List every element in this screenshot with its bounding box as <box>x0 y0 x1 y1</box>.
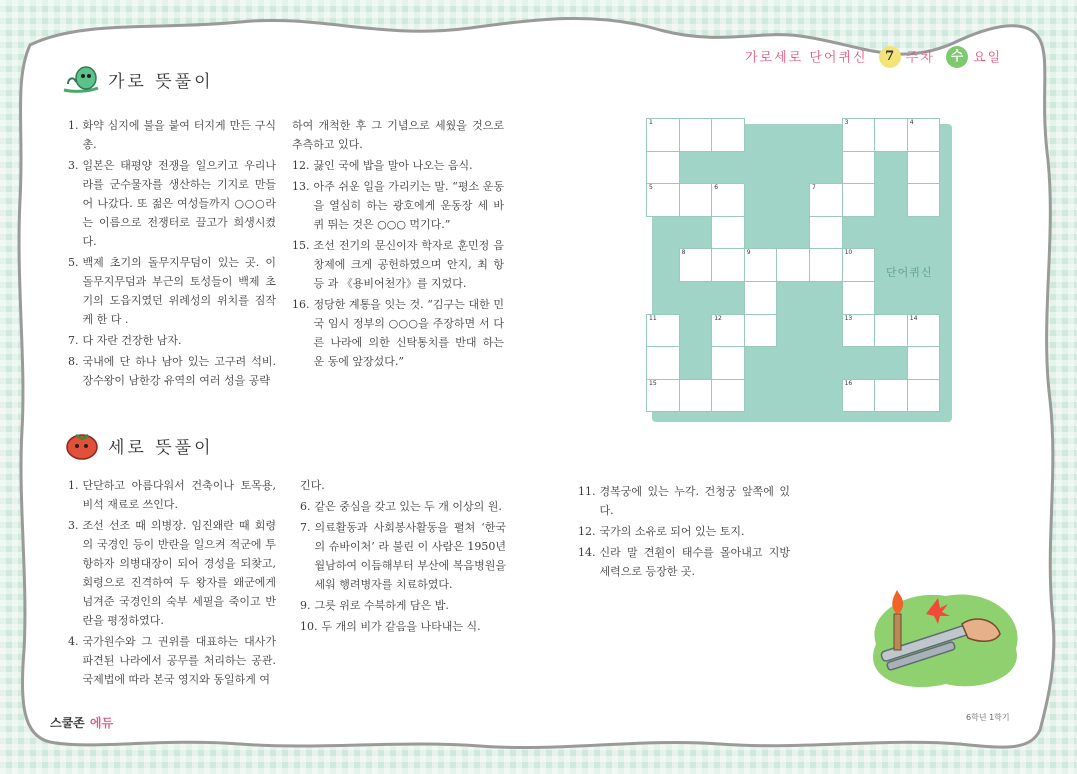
down-title: 세로 뜻풀이 <box>108 437 214 458</box>
footer-logo <box>50 712 113 731</box>
crossword-cell[interactable] <box>907 346 941 380</box>
crossword-cell[interactable] <box>842 118 876 152</box>
crossword-cell[interactable] <box>711 118 745 152</box>
logo-main: 스쿨존 <box>50 716 85 730</box>
clue-item <box>300 518 506 594</box>
clue-text: 경복궁에 있는 누각. 건청궁 앞쪽에 있다. <box>599 485 790 517</box>
down-clues-col3 <box>578 482 790 583</box>
cell-number: 16 <box>844 379 853 387</box>
clue-text: 신라 말 견훤이 태수를 몰아내고 지방 세력으로 등장한 곳. <box>599 546 790 578</box>
crossword-cell[interactable] <box>646 183 680 217</box>
page-label: 6학년 1학기 <box>966 713 1010 722</box>
clue-item <box>68 116 276 154</box>
crossword-cell[interactable] <box>842 183 876 217</box>
crossword-cell[interactable] <box>809 216 843 250</box>
clue-item <box>292 236 504 293</box>
clue-item <box>68 632 276 689</box>
header <box>745 46 1002 68</box>
crossword-cell[interactable] <box>744 248 778 282</box>
crossword-cell[interactable] <box>874 118 908 152</box>
cell-number: 13 <box>844 314 853 322</box>
clue-item <box>578 543 790 581</box>
crossword-cell[interactable] <box>907 151 941 185</box>
crossword-cell[interactable] <box>646 346 680 380</box>
clue-item <box>68 253 276 329</box>
crossword-cell[interactable] <box>679 183 713 217</box>
crossword-cell[interactable] <box>842 314 876 348</box>
crossword-cell[interactable] <box>711 248 745 282</box>
torch-and-gun-illustration <box>866 584 1026 694</box>
cell-number: 10 <box>844 249 853 257</box>
crossword-cell[interactable] <box>874 379 908 413</box>
cell-number: 3 <box>844 119 849 126</box>
clue-text: 화약 심지에 불을 붙여 터지게 만든 구식 총. <box>82 119 276 151</box>
crossword-cell[interactable] <box>907 379 941 413</box>
crossword-cell[interactable] <box>711 216 745 250</box>
clue-number: 1. <box>68 119 79 132</box>
down-clues-col1 <box>68 476 276 691</box>
cell-number: 6 <box>714 184 719 192</box>
crossword-cell[interactable] <box>646 379 680 413</box>
clue-number: 15. <box>292 239 310 252</box>
down-heading <box>62 428 214 462</box>
clue-number: 6. <box>300 500 311 513</box>
crossword-cell[interactable] <box>744 281 778 315</box>
cell-number: 7 <box>812 184 816 192</box>
clue-number: 14. <box>578 546 596 559</box>
crossword-cell[interactable] <box>842 379 876 413</box>
day-suffix: 요일 <box>973 50 1003 66</box>
crossword-cell[interactable] <box>711 314 745 348</box>
across-clues-col1 <box>68 116 276 392</box>
clue-item <box>300 596 506 615</box>
clue-item <box>68 352 276 390</box>
snail-character-icon <box>62 64 102 94</box>
crossword-cell[interactable] <box>907 183 941 217</box>
week-number-badge: 7 <box>879 46 901 68</box>
clue-number: 7. <box>300 521 311 534</box>
tomato-character-icon <box>62 428 102 462</box>
cell-number: 1 <box>649 119 653 126</box>
crossword-cell[interactable] <box>842 281 876 315</box>
crossword-cell[interactable] <box>679 118 713 152</box>
cell-number: 4 <box>909 119 914 126</box>
cell-number: 8 <box>681 249 686 257</box>
crossword-cell[interactable] <box>907 118 941 152</box>
clue-text: 국내에 단 하나 남아 있는 고구려 석비. 장수왕이 남한강 유역의 여러 성을 공략 <box>82 355 276 387</box>
clue-text: 국가의 소유로 되어 있는 토지. <box>599 525 745 538</box>
clue-text: 정당한 계통을 잇는 것. “김구는 대한 민 국 임시 정부의 ○○○을 주장하면 서 다 른 나라에 의한 신탁통치를 반대 하는 운 동에 앞장섰다.” <box>313 298 504 368</box>
clue-item <box>68 516 276 630</box>
crossword-cell[interactable] <box>646 314 680 348</box>
crossword-cell[interactable] <box>646 151 680 185</box>
clue-number: 5. <box>68 256 79 269</box>
clue-item <box>578 522 790 541</box>
clue-item <box>292 116 504 154</box>
crossword-cell[interactable] <box>711 379 745 413</box>
clue-item <box>578 482 790 520</box>
clue-item <box>292 177 504 234</box>
puzzle-label: 단어퀴신 <box>886 266 933 279</box>
clue-number: 16. <box>292 298 310 311</box>
clue-text: 국가원수와 그 권위를 대표하는 대사가 파견된 나라에서 공무를 처리하는 공관. 국제법에 따라 본국 영지와 동일하게 여 <box>82 635 276 686</box>
crossword-cell[interactable] <box>711 183 745 217</box>
clue-item <box>68 156 276 251</box>
clue-item <box>300 617 506 636</box>
clue-number: 9. <box>300 599 311 612</box>
clue-text: 단단하고 아름다워서 건축이나 토목용, 비석 재료로 쓰인다. <box>82 479 276 511</box>
clue-text: 그릇 위로 수북하게 담은 밥. <box>314 599 449 612</box>
clue-item <box>292 295 504 371</box>
clue-text: 조선 전기의 문신이자 학자로 훈민정 음 창제에 크게 공헌하였으며 안지, 최 항 등 과 《용비어천가》를 지었다. <box>313 239 504 290</box>
clue-text: 백제 초기의 돌무지무덤이 있는 곳. 이 돌무지무덤과 부근의 토성들이 백제 초기의 도읍지였던 위례성의 위치를 짐작케 한 다 . <box>82 256 276 326</box>
crossword-cell[interactable] <box>907 314 941 348</box>
clue-item <box>300 497 506 516</box>
crossword-cell[interactable] <box>809 248 843 282</box>
clue-text: 끓인 국에 밥을 말아 나오는 음식. <box>313 159 473 172</box>
clue-item <box>300 476 506 495</box>
crossword-cell[interactable] <box>744 314 778 348</box>
clue-text: 의료활동과 사회봉사활동을 펼쳐 ‘한국의 슈바이처’ 라 불린 이 사람은 1950년 월남하여 이듬해부터 부산에 복음병원을 세워 행려병자를 치료하였다. <box>314 521 506 591</box>
day-badge: 수 <box>946 46 968 68</box>
cell-number: 11 <box>649 314 657 322</box>
down-clues-col2 <box>300 476 506 638</box>
crossword-cell[interactable] <box>842 248 876 282</box>
clue-number: 12. <box>292 159 310 172</box>
crossword-cell[interactable] <box>679 379 713 413</box>
clue-text: 하여 개척한 후 그 기념으로 세웠을 것으로 추측하고 있다. <box>292 119 504 151</box>
crossword-cell[interactable] <box>679 248 713 282</box>
cell-number: 5 <box>649 184 653 192</box>
across-title: 가로 뜻풀이 <box>108 71 214 92</box>
cell-number: 15 <box>649 379 657 387</box>
clue-number: 4. <box>68 635 79 648</box>
clue-item <box>68 476 276 514</box>
crossword-cell[interactable] <box>842 151 876 185</box>
crossword-cell[interactable] <box>646 118 680 152</box>
clue-item <box>68 331 276 350</box>
header-title: 가로세로 단어퀴신 <box>745 50 868 66</box>
clue-number: 13. <box>292 180 310 193</box>
clue-number: 12. <box>578 525 596 538</box>
cell-number: 9 <box>746 249 751 257</box>
clue-number: 7. <box>68 334 79 347</box>
clue-text: 조선 선조 때 의병장. 임진왜란 때 회령의 국경인 등이 반란을 일으켜 적군에 투항하자 의병대장이 되어 경성을 되찾고, 회령으로 진격하여 두 왕자를 왜군에게 넘겨준 국경인의 숙부 세필을 죽이고 반란을 평정하였다. <box>82 519 276 627</box>
clue-text: 긴다. <box>300 479 325 492</box>
across-clues-col2 <box>292 116 504 373</box>
crossword-cell[interactable] <box>776 248 810 282</box>
cell-number: 14 <box>909 314 918 322</box>
clue-number: 8. <box>68 355 79 368</box>
clue-text: 다 자란 건장한 남자. <box>82 334 182 347</box>
across-heading <box>62 64 214 94</box>
clue-text: 아주 쉬운 일을 가리키는 말. “평소 운동 을 열심히 하는 광호에게 운동장 세 바퀴 뛰는 것은 ○○○ 먹기다.” <box>313 180 504 231</box>
clue-text: 같은 중심을 갖고 있는 두 개 이상의 원. <box>314 500 502 513</box>
clue-text: 일본은 태평양 전쟁을 일으키고 우리나라를 군수물자를 생산하는 기지로 만들어 나갔다. 또 젊은 여성들까지 ○○○라는 이름으로 전쟁터로 끌고가 희생시켰다. <box>82 159 276 248</box>
clue-number: 10. <box>300 620 318 633</box>
clue-number: 3. <box>68 519 79 532</box>
clue-number: 3. <box>68 159 79 172</box>
logo-sub: 에듀 <box>89 716 114 730</box>
clue-number: 11. <box>578 485 596 498</box>
crossword-cell[interactable] <box>809 183 843 217</box>
cell-number: 12 <box>714 314 722 322</box>
clue-number: 1. <box>68 479 79 492</box>
crossword-cell[interactable] <box>874 314 908 348</box>
week-suffix: 주차 <box>905 50 935 66</box>
crossword-cell[interactable] <box>711 346 745 380</box>
crossword-grid <box>646 118 942 414</box>
clue-item <box>292 156 504 175</box>
clue-text: 두 개의 비가 같음을 나타내는 식. <box>321 620 481 633</box>
